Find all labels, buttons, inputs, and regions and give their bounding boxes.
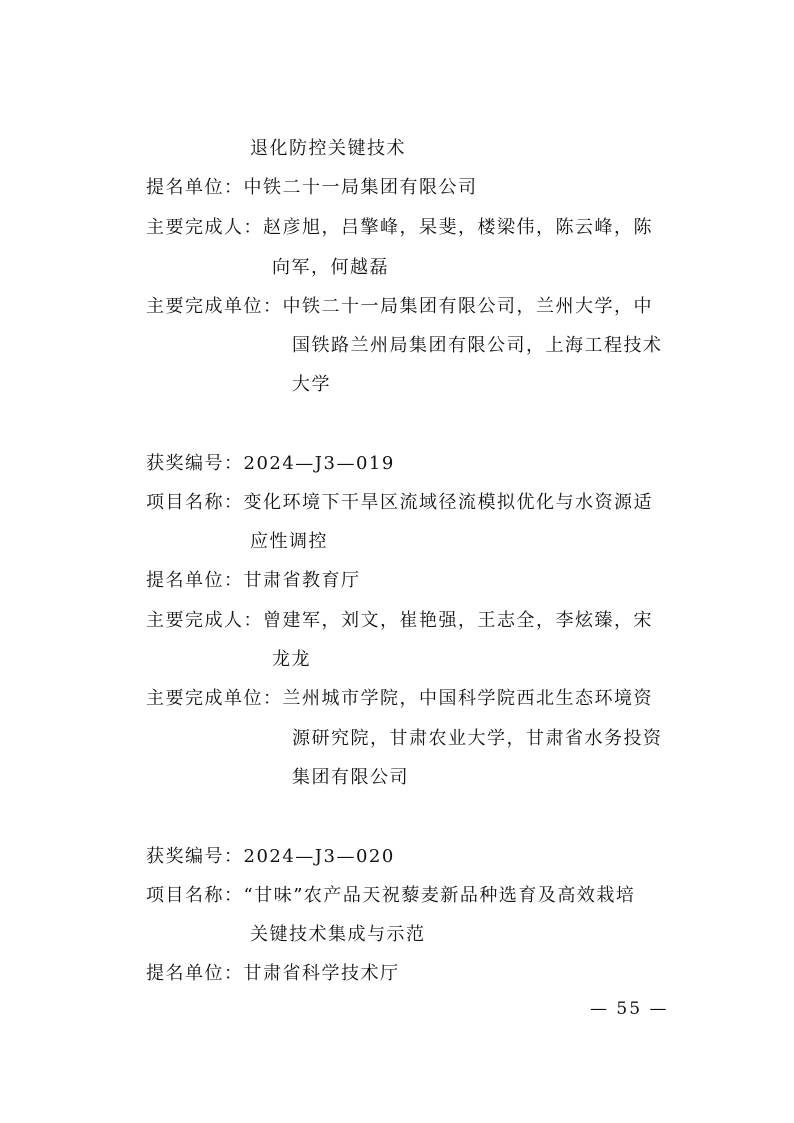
main-units-continuation: 国铁路兰州局集团有限公司，上海工程技术	[292, 335, 663, 356]
award-number: 获奖编号：2024—J3—020	[146, 846, 395, 867]
project-name: 项目名称：“甘味”农产品天祝藜麦新品种选育及高效栽培	[146, 885, 636, 906]
nominator: 提名单位：甘肃省科学技术厅	[146, 963, 400, 984]
project-name-continuation: 应性调控	[250, 531, 328, 552]
main-contributors: 主要完成人：赵彦旭，吕擎峰，杲斐，楼梁伟，陈云峰，陈	[146, 217, 653, 238]
nominator: 提名单位：中铁二十一局集团有限公司	[146, 177, 478, 198]
page-number: — 55 —	[590, 999, 669, 1019]
project-name-continuation: 退化防控关键技术	[250, 138, 406, 159]
main-units-continuation: 大学	[292, 374, 331, 395]
nominator: 提名单位：甘肃省教育厅	[146, 570, 361, 591]
project-name-continuation: 关键技术集成与示范	[250, 924, 426, 945]
project-name: 项目名称：变化环境下干旱区流域径流模拟优化与水资源适	[146, 492, 653, 513]
main-units: 主要完成单位：兰州城市学院，中国科学院西北生态环境资	[146, 688, 653, 709]
main-units-continuation: 源研究院，甘肃农业大学，甘肃省水务投资	[292, 728, 663, 749]
main-contributors-continuation: 龙龙	[272, 649, 311, 670]
main-units-continuation: 集团有限公司	[292, 767, 409, 788]
main-contributors-continuation: 向军，何越磊	[272, 257, 389, 278]
award-number: 获奖编号：2024—J3—019	[146, 453, 395, 474]
main-units: 主要完成单位：中铁二十一局集团有限公司，兰州大学，中	[146, 296, 653, 317]
main-contributors: 主要完成人：曾建军，刘文，崔艳强，王志全，李炫臻，宋	[146, 610, 653, 631]
